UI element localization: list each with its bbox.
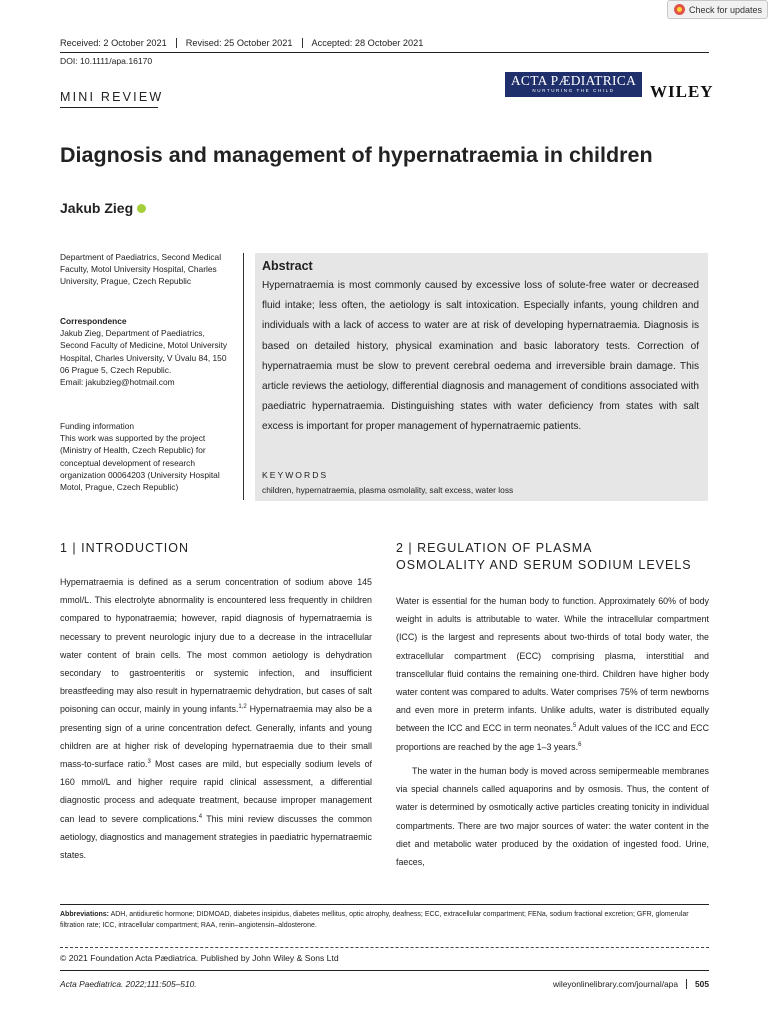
s1-ref-1[interactable]: 1,2	[238, 704, 247, 711]
section-2-heading	[396, 540, 692, 574]
journal-logo	[505, 72, 642, 97]
correspondence	[60, 315, 235, 388]
section-2-paragraph-1	[396, 592, 709, 756]
sidebar-divider	[243, 253, 244, 500]
crossmark-icon	[674, 4, 685, 15]
keywords: children, hypernatraemia, plasma osmolality, salt excess, water loss	[262, 485, 514, 495]
s2-ref-2[interactable]: 6	[578, 741, 582, 748]
footer-right	[553, 979, 709, 989]
s1-text-a: Hypernatraemia is defined as a serum concentration of sodium above 145 mmol/L. This electrolyte abnormality is encountered less frequently in children compared to hyponatraemia; however, rapid diagnosis of hypernatraemia is necessary to prevent neurologic injury due to a decrease in the intracellular water content of brain cells. The most common aetiology is dehydration secondary to gastroenteritis or systemic infection, and insufficient breastfeeding may also result in hypernatraemic dehydration, but cases of salt poisoning can occur, mainly in young infants.	[60, 577, 372, 715]
author-name[interactable]: Jakub Zieg	[60, 200, 134, 216]
header-rule	[60, 52, 709, 53]
s2-ref-1[interactable]: 5	[573, 723, 577, 730]
orcid-icon[interactable]	[137, 204, 146, 213]
citation: Acta Paediatrica. 2022;111:505–510.	[60, 979, 197, 989]
section-1-heading: 1 | INTRODUCTION	[60, 541, 189, 555]
s2-text-a: Water is essential for the human body to function. Approximately 60% of body weight in adults is attributable to water. While the intracellular compartment (ICC) is the largest and represents about two-thirds of total body water, the extracellular compartment (ECC) comprising plasma, interstitial and transcellular fluid contains the remaining one-third. Children have higher body water content was compared to adults. Water comprises 75% of term newborns and even more in preterm infants. Unlike adults, water is distributed equally between the ICC and ECC in term neonates.	[396, 596, 709, 734]
revised-date: Revised: 25 October 2021	[176, 38, 302, 48]
author	[60, 200, 146, 216]
footer-rule	[60, 970, 709, 971]
copyright: © 2021 Foundation Acta Pædiatrica. Published by John Wiley & Sons Ltd	[60, 953, 339, 963]
abbreviations-label: Abbreviations:	[60, 911, 110, 918]
received-date: Received: 2 October 2021	[60, 38, 167, 48]
funding-text: This work was supported by the project (Ministry of Health, Czech Republic) for conceptual development of research organization 00064203 (University Hospital Motol, Prague, Czech Republic)	[60, 433, 220, 493]
s1-text-c: Most cases are mild, but especially sodium levels of 160 mmol/L and higher require rapid clinical assessment, a differential diagnostic process and adequate treatment, because improper management can lead to severe complications.	[60, 759, 372, 824]
article-dates	[60, 38, 432, 48]
s1-ref-2[interactable]: 3	[147, 759, 151, 766]
abbreviations-text: ADH, antidiuretic hormone; DIDMOAD, diabetes insipidus, diabetes mellitus, optic atrophy, deafness; ECC, extracellular compartment; FENa, sodium fractional excretion; GFR, glomerular filtration rate; ICC, intracellular compartment; RAA, renin–angiotensin–aldosterone.	[60, 911, 689, 929]
funding	[60, 420, 235, 493]
section-2-heading-line-1: 2 | REGULATION OF PLASMA	[396, 541, 593, 555]
doi[interactable]: DOI: 10.1111/apa.16170	[60, 56, 153, 66]
s1-ref-3[interactable]: 4	[198, 813, 203, 820]
abstract-heading: Abstract	[262, 259, 313, 273]
journal-logo-name: ACTA PÆDIATRICA	[510, 73, 637, 88]
keywords-heading: KEYWORDS	[262, 470, 329, 480]
page-number: 505	[686, 979, 709, 989]
dotted-rule	[60, 947, 709, 948]
section-2-heading-line-2: OSMOLALITY AND SERUM SODIUM LEVELS	[396, 558, 692, 572]
correspondence-heading: Correspondence	[60, 316, 127, 326]
affiliation: Department of Paediatrics, Second Medical Faculty, Motol University Hospital, Charles University, Prague, Czech Republic	[60, 252, 222, 287]
s1-text-b: Hypernatraemia may also be a presenting sign of a urine concentration defect. Generally, infants and young children are at higher risk of developing hypernatraemia due to their small mass-to-surface ratio.	[60, 704, 372, 770]
s2-text-b: Adult values of the ICC and ECC proportions are reached by the age 1–3 years.	[396, 723, 709, 752]
article-type-underline	[60, 107, 158, 108]
publisher-logo: WILEY	[650, 82, 714, 101]
correspondence-text: Jakub Zieg, Department of Paediatrics, Second Faculty of Medicine, Motol University Hospital, Charles University, V Úvalu 84, 150 06 Prague 5, Czech Republic.	[60, 328, 228, 375]
article-type: MINI REVIEW	[60, 90, 164, 104]
funding-heading: Funding information	[60, 421, 135, 431]
s1-text-d: This mini review discusses the common aetiology, diagnostics and management strategies in paediatric hypernatraemic states.	[60, 813, 372, 861]
article-title: Diagnosis and management of hypernatraemia in children	[60, 143, 653, 167]
correspondence-email[interactable]: Email: jakubzieg@hotmail.com	[60, 377, 175, 388]
section-1-paragraph	[60, 573, 372, 864]
journal-logo-tagline: NURTURING THE CHILD	[532, 88, 615, 93]
check-for-updates-label: Check for updates	[689, 4, 763, 15]
journal-url[interactable]: wileyonlinelibrary.com/journal/apa	[552, 979, 679, 989]
section-2-paragraph-2: The water in the human body is moved across semipermeable membranes via special channels called aquaporins and by osmosis. Thus, the content of water is determined by osmotically active particles creating tonicity in individual compartments. There are two major sources of water: the water content in the diet and metabolic water produced by the oxidation of ingested food. Urine, faeces,	[396, 766, 709, 868]
check-for-updates-button[interactable]	[667, 0, 768, 19]
abbreviations	[60, 909, 709, 931]
footnote-rule	[60, 904, 709, 905]
abstract-text: Hypernatraemia is most commonly caused by excessive loss of solute-free water or decreased fluid intake; less often, the aetiology is salt intoxication. Especially infants, young children and individuals with a lack of access to water are at risk of developing hypernatraemia. Diagnosis is based on detailed history, physical examination and basic laboratory tests. Correction of hypernatraemia must be slow to prevent cerebral oedema and irreversible brain damage. This article reviews the aetiology, differential diagnosis and management of conditions associated with paediatric hypernatraemia. Distinguishing states with water deficiency from states with salt excess is important for proper management of hypernatraemic patients.	[262, 280, 699, 433]
accepted-date: Accepted: 28 October 2021	[302, 38, 433, 48]
